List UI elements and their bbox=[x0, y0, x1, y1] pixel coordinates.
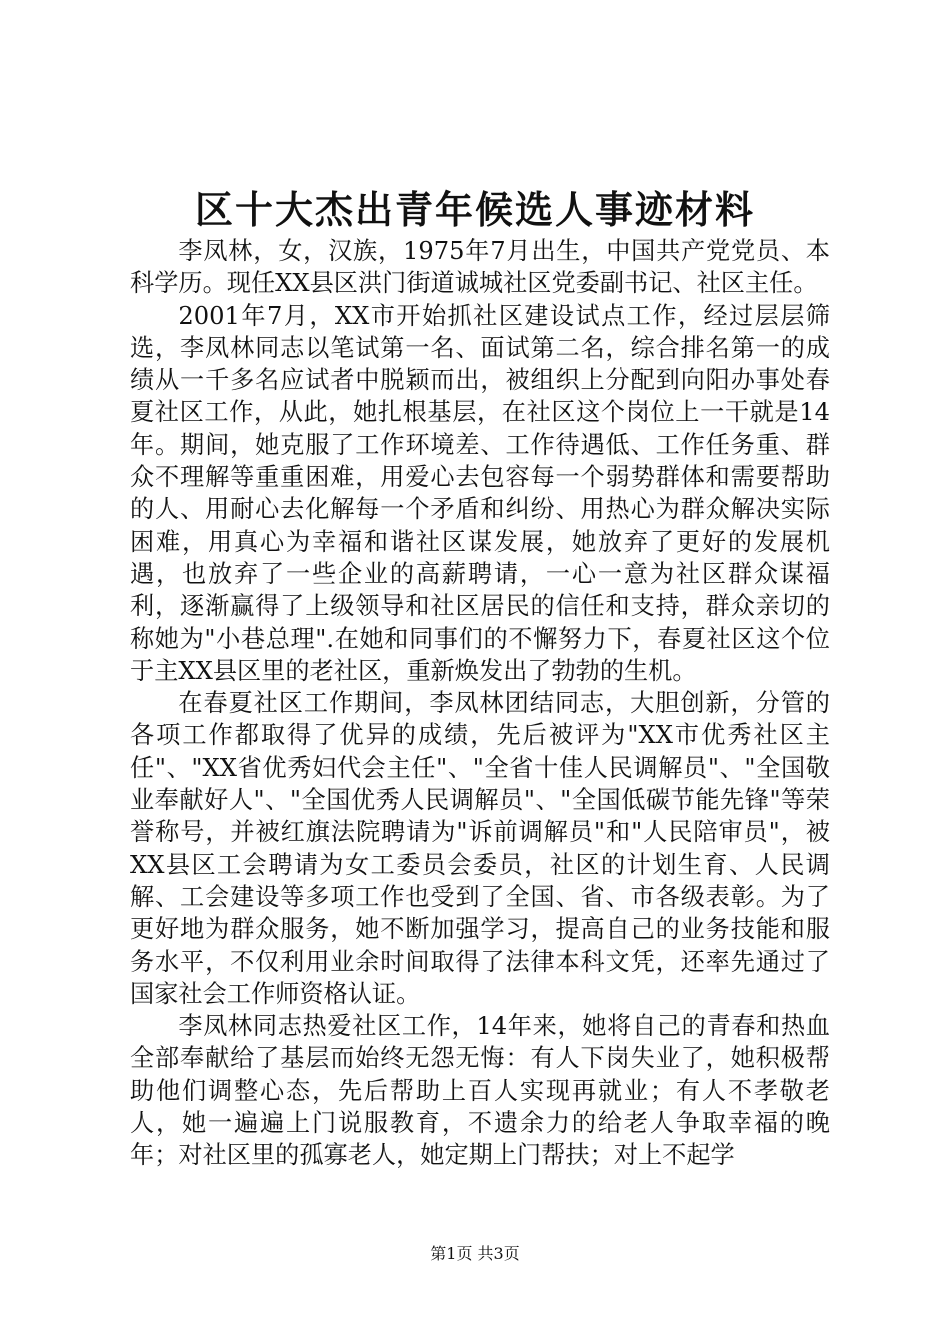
paragraph-intro: 李凤林，女，汉族，1975年7月出生，中国共产党党员、本科学历。现任XX县区洪门街道诚城社区党委副书记、社区主任。 bbox=[130, 237, 830, 298]
document-title: 区十大杰出青年候选人事迹材料 bbox=[194, 187, 755, 232]
paragraph-dedication: 李凤林同志热爱社区工作，14年来，她将自己的青春和热血全部奉献给了基层而始终无怨无悔：有人下岗失业了，她积极帮助他们调整心态，先后帮助上百人实现再就业；有人不孝敬老人，她一遍遍上门说服教育，不遗余力的给老人争取幸福的晚年；对社区里的孤寡老人，她定期上门帮扶；对上不起学 bbox=[130, 1012, 830, 1170]
document-body bbox=[130, 235, 830, 1172]
paragraph-honors: 在春夏社区工作期间，李凤林团结同志，大胆创新，分管的各项工作都取得了优异的成绩，先后被评为"XX市优秀社区主任"、"XX省优秀妇代会主任"、"全省十佳人民调解员"、"全国敬业奉献好人"、"全国优秀人民调解员"、"全国低碳节能先锋"等荣誉称号，并被红旗法院聘请为"诉前调解员"和"人民陪审员"，被XX县区工会聘请为女工委员会委员，社区的计划生育、人民调解、工会建设等多项工作也受到了全国、省、市各级表彰。为了更好地为群众服务，她不断加强学习，提高自己的业务技能和服务水平，不仅利用业余时间取得了法律本科文凭，还率先通过了国家社会工作师资格认证。 bbox=[130, 689, 830, 1008]
paragraph-career: 2001年7月，XX市开始抓社区建设试点工作，经过层层筛选，李凤林同志以笔试第一名、面试第二名，综合排名第一的成绩从一千多名应试者中脱颖而出，被组织上分配到向阳办事处春夏社区工作，从此，她扎根基层，在社区这个岗位上一干就是14年。期间，她克服了工作环境差、工作待遇低、工作任务重、群众不理解等重重困难，用爱心去包容每一个弱势群体和需要帮助的人、用耐心去化解每一个矛盾和纠纷、用热心为群众解决实际困难，用真心为幸福和谐社区谋发展，她放弃了更好的发展机遇，也放弃了一些企业的高薪聘请，一心一意为社区群众谋福利，逐渐赢得了上级领导和社区居民的信任和支持，群众亲切的称她为"小巷总理".在她和同事们的不懈努力下，春夏社区这个位于主XX县区里的老社区，重新焕发出了勃勃的生机。 bbox=[130, 301, 830, 685]
page-footer: 第1页 共3页 bbox=[430, 1244, 520, 1263]
